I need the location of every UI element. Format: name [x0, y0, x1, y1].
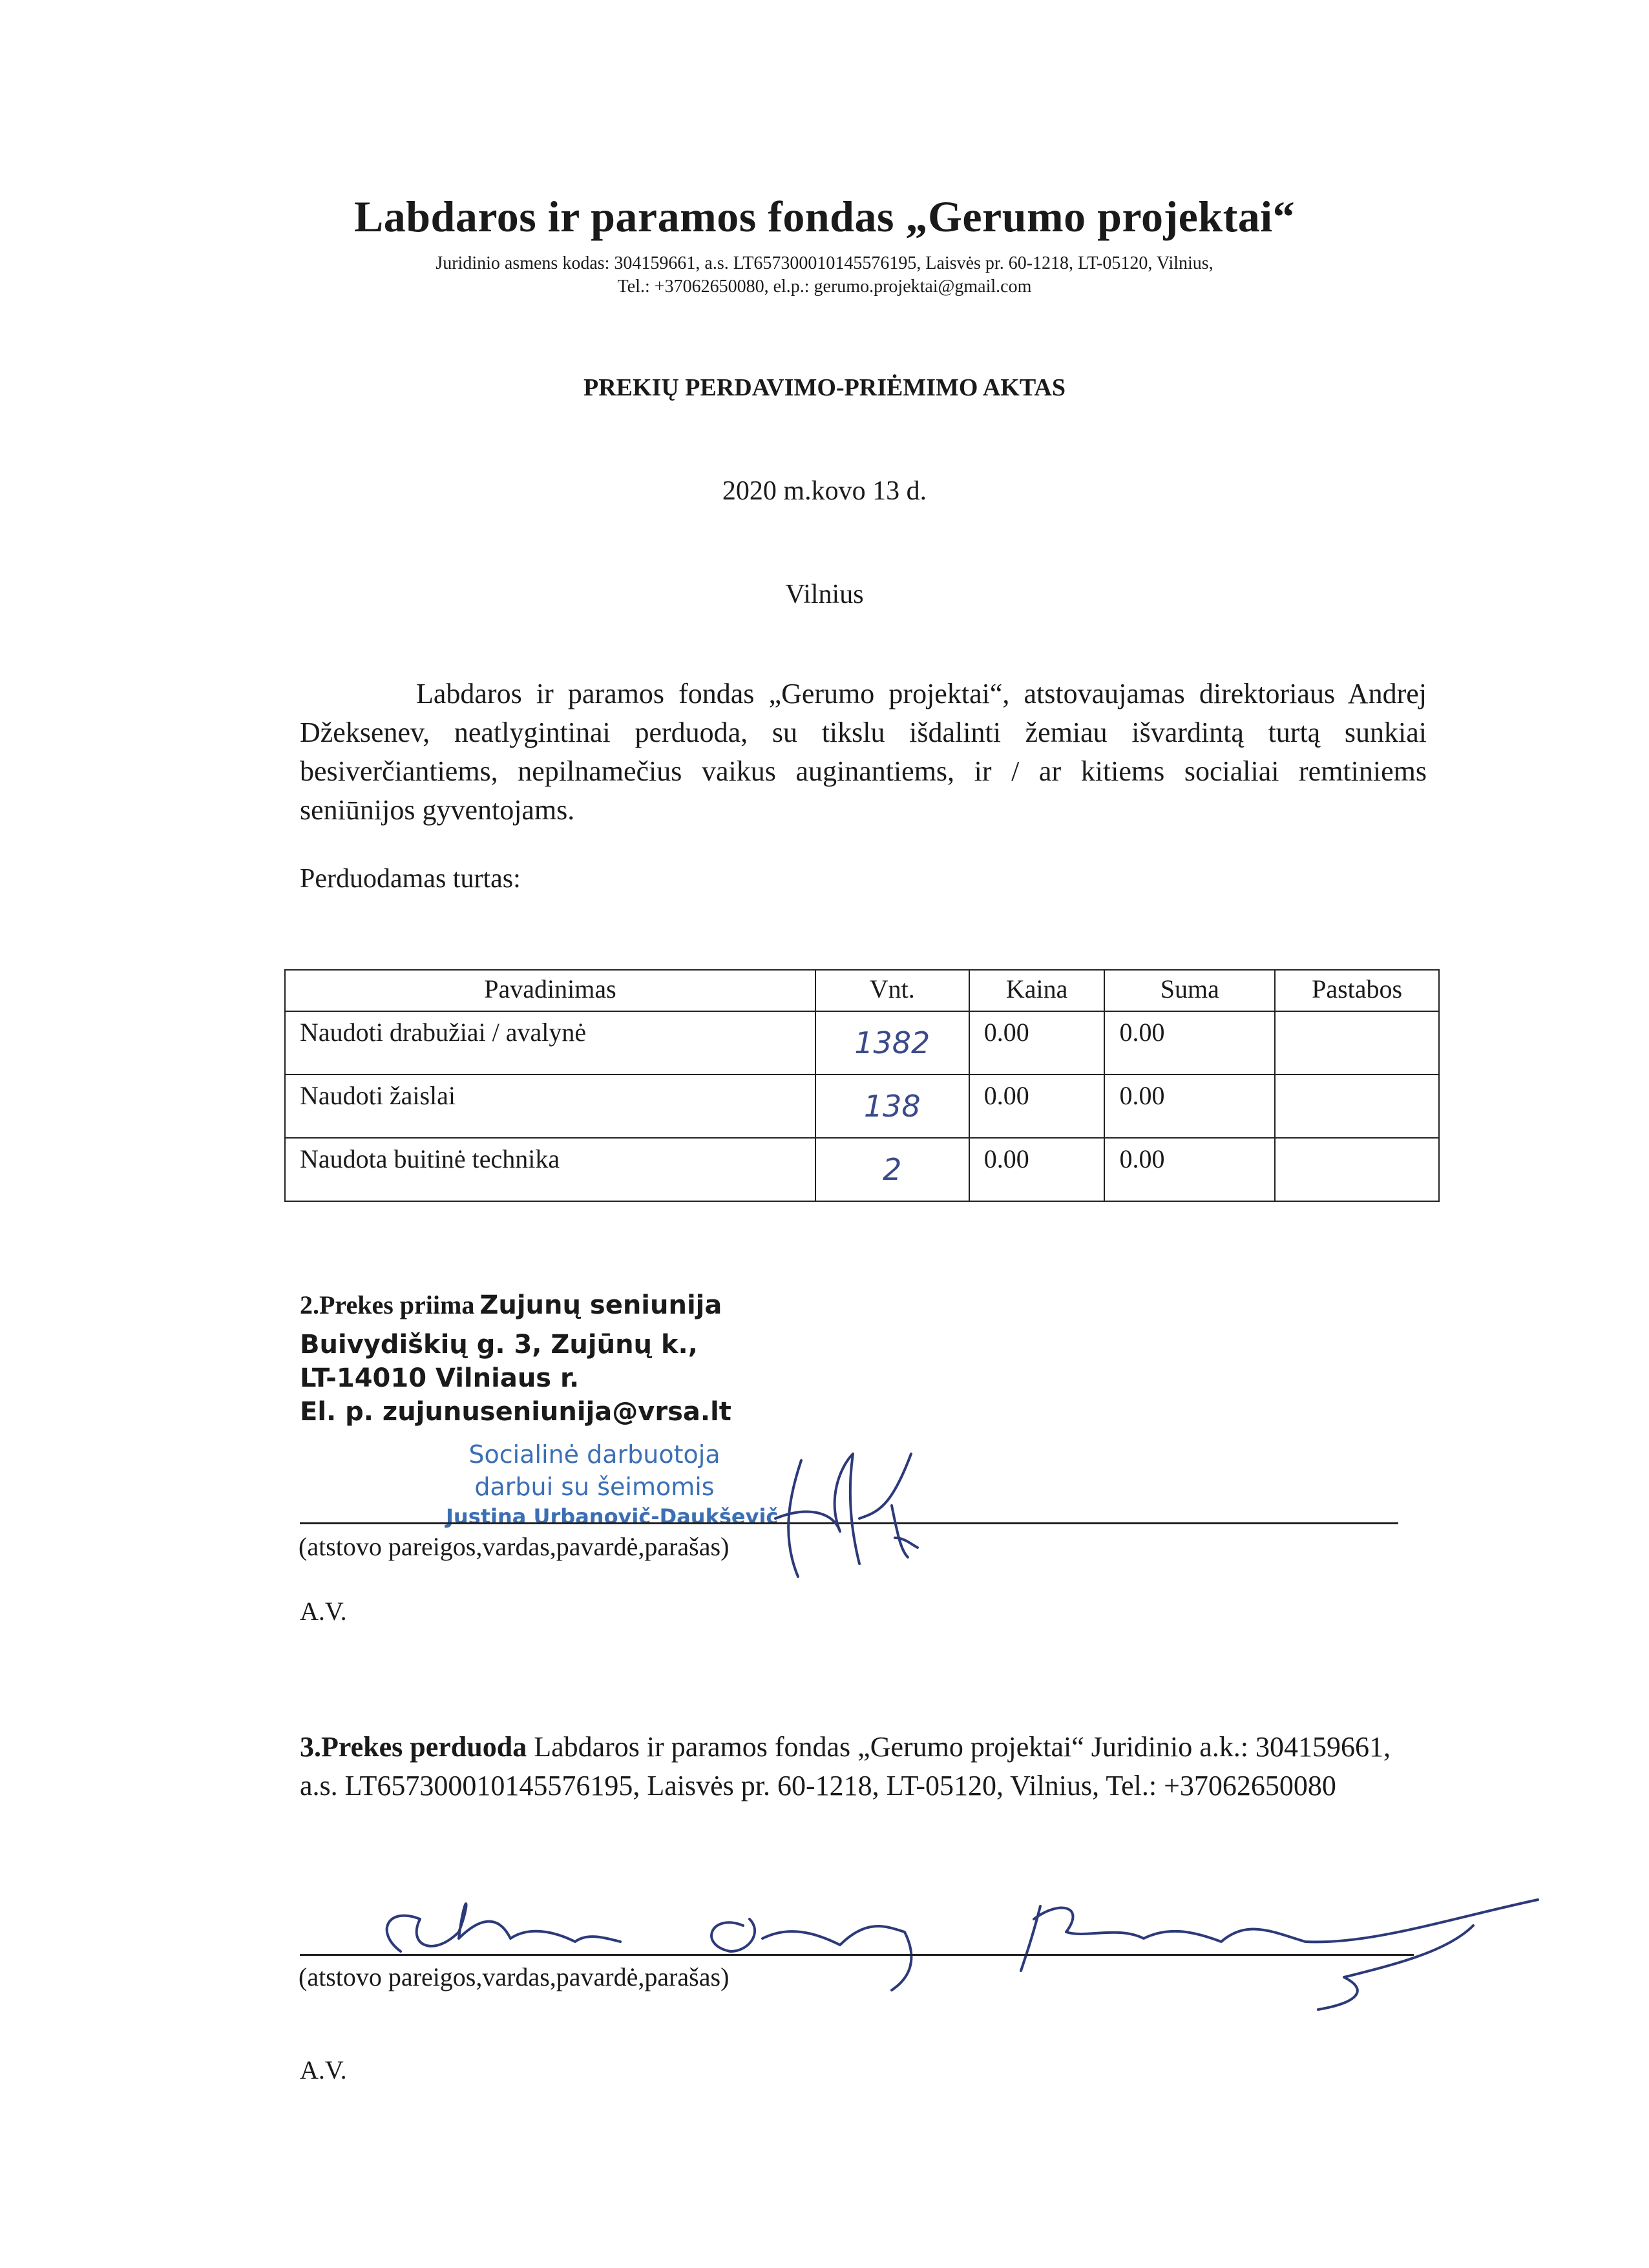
assets-label: Perduodamas turtas: — [300, 864, 521, 894]
item-name: Naudoti drabužiai / avalynė — [285, 1011, 815, 1075]
giver-label: 3.Prekes perduoda — [300, 1731, 527, 1763]
item-notes — [1275, 1075, 1439, 1138]
receiver-label: 2.Prekes priima — [300, 1290, 475, 1319]
giver-signature-caption: (atstovo pareigos,vardas,pavardė,parašas) — [299, 1962, 730, 1991]
intro-paragraph: Labdaros ir paramos fondas „Gerumo projektai“, atstovaujamas direktoriaus Andrej Džeksenev, neatlygintinai perduoda, su tikslu išdalinti žemiau išvardintą turtą sunkiai besiverčiantiems, nepilnamečius vaikus auginantiems, ir / ar kitiems socialiai remtiniems seniūnijos gyventojams. — [300, 678, 1427, 826]
organization-title: Labdaros ir paramos fondas „Gerumo projektai“ — [353, 192, 1296, 241]
organization-details-line-2: Tel.: +37062650080, el.p.: gerumo.projektai@gmail.com — [617, 277, 1032, 297]
table-row — [285, 1075, 1439, 1138]
item-price: 0.00 — [969, 1138, 1105, 1201]
item-quantity-handwritten: 138 — [815, 1075, 969, 1138]
receiver-stamp — [426, 1438, 762, 1503]
giver-details: Labdaros ir paramos fondas „Gerumo projektai“ Juridinio a.k.: 304159661, a.s. LT657300010145576195, Laisvės pr. 60-1218, LT-05120, Vilnius, Tel.: +37062650080 — [300, 1731, 1391, 1801]
stamp-name: Justina Urbanovič-Daukševič — [446, 1504, 779, 1529]
organization-details-line-1: Juridinio asmens kodas: 304159661, a.s. LT657300010145576195, Laisvės pr. 60-1218, LT-05120, Vilnius, — [436, 253, 1213, 273]
receiver-email: El. p. zujunuseniunija@vrsa.lt — [300, 1397, 731, 1427]
giver-block — [300, 1728, 1411, 1805]
item-notes — [1275, 1011, 1439, 1075]
receiver-signature — [762, 1441, 930, 1596]
document-city: Vilnius — [785, 580, 864, 609]
column-header-name: Pavadinimas — [285, 970, 815, 1011]
stamp-line-1: Socialinė darbuotoja — [468, 1440, 720, 1469]
document-date: 2020 m.kovo 13 d. — [722, 476, 927, 506]
item-sum: 0.00 — [1104, 1011, 1275, 1075]
items-table — [284, 969, 1440, 1202]
receiver-line-1 — [300, 1288, 731, 1328]
table-row — [285, 1011, 1439, 1075]
receiver-signature-caption: (atstovo pareigos,vardas,pavardė,parašas) — [299, 1532, 730, 1561]
item-price: 0.00 — [969, 1075, 1105, 1138]
receiver-av-label: A.V. — [300, 1597, 347, 1626]
item-notes — [1275, 1138, 1439, 1201]
giver-signature-line — [300, 1954, 1414, 1956]
column-header-units: Vnt. — [815, 970, 969, 1011]
item-sum: 0.00 — [1104, 1075, 1275, 1138]
document-title: PREKIŲ PERDAVIMO-PRIĖMIMO AKTAS — [583, 374, 1066, 401]
table-row — [285, 1138, 1439, 1201]
column-header-price: Kaina — [969, 970, 1105, 1011]
stamp-line-2: darbui su šeimomis — [474, 1473, 715, 1501]
giver-av-label: A.V. — [300, 2055, 347, 2084]
receiver-block — [300, 1288, 731, 1429]
item-quantity-handwritten: 2 — [815, 1138, 969, 1201]
column-header-notes: Pastabos — [1275, 970, 1439, 1011]
receiver-address-2: LT-14010 Vilniaus r. — [300, 1363, 580, 1393]
item-price: 0.00 — [969, 1011, 1105, 1075]
item-name: Naudota buitinė technika — [285, 1138, 815, 1201]
item-quantity-handwritten: 1382 — [815, 1011, 969, 1075]
item-sum: 0.00 — [1104, 1138, 1275, 1201]
receiver-organization: Zujunų seniunija — [479, 1290, 722, 1320]
item-name: Naudoti žaislai — [285, 1075, 815, 1138]
column-header-sum: Suma — [1104, 970, 1275, 1011]
table-header-row — [285, 970, 1439, 1011]
receiver-address-1: Buivydiškių g. 3, Zujūnų k., — [300, 1330, 698, 1360]
